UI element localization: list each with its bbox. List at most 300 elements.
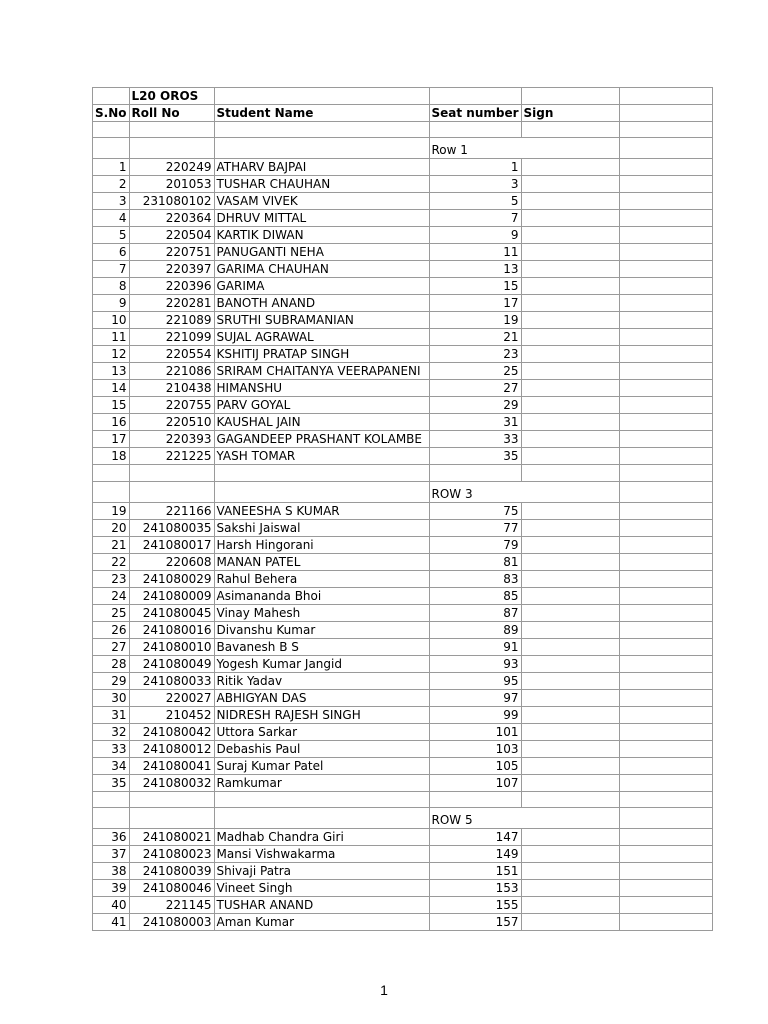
cell (619, 397, 712, 414)
serial-number: 37 (93, 845, 130, 862)
roll-number: 220393 (129, 431, 214, 448)
cell (619, 88, 712, 105)
roll-number: 220249 (129, 159, 214, 176)
seat-number: 9 (429, 227, 521, 244)
serial-number: 41 (93, 913, 130, 930)
cell (619, 295, 712, 312)
student-row (93, 261, 713, 278)
sign-cell (521, 862, 619, 879)
sheet-body (93, 88, 713, 931)
student-name: HIMANSHU (214, 380, 429, 397)
student-row (93, 604, 713, 621)
roll-number: 210452 (129, 706, 214, 723)
student-row (93, 176, 713, 193)
cell (619, 380, 712, 397)
roll-number: 241080029 (129, 570, 214, 587)
sign-cell (521, 689, 619, 706)
serial-number: 36 (93, 828, 130, 845)
roll-number: 210438 (129, 380, 214, 397)
seat-number: 107 (429, 774, 521, 791)
cell (129, 807, 214, 828)
serial-number: 14 (93, 380, 130, 397)
cell (619, 122, 712, 138)
seat-number: 31 (429, 414, 521, 431)
student-name: Mansi Vishwakarma (214, 845, 429, 862)
cell (521, 465, 619, 481)
student-row (93, 295, 713, 312)
sign-cell (521, 774, 619, 791)
student-row (93, 672, 713, 689)
header-sno: S.No (93, 105, 130, 122)
student-name: Asimananda Bhoi (214, 587, 429, 604)
cell (619, 896, 712, 913)
student-name: KSHITIJ PRATAP SINGH (214, 346, 429, 363)
cell (619, 774, 712, 791)
cell (93, 138, 130, 159)
sign-cell (521, 346, 619, 363)
student-row (93, 159, 713, 176)
serial-number: 29 (93, 672, 130, 689)
student-name: Debashis Paul (214, 740, 429, 757)
sign-cell (521, 380, 619, 397)
roll-number: 220751 (129, 244, 214, 261)
sign-cell (521, 740, 619, 757)
cell (429, 465, 521, 481)
roll-number: 241080041 (129, 757, 214, 774)
sign-cell (521, 706, 619, 723)
cell (129, 791, 214, 807)
sign-cell (521, 414, 619, 431)
cell (93, 791, 130, 807)
sign-cell (521, 638, 619, 655)
sign-cell (521, 913, 619, 930)
roll-number: 241080032 (129, 774, 214, 791)
cell (619, 862, 712, 879)
student-name: PANUGANTI NEHA (214, 244, 429, 261)
seat-number: 153 (429, 879, 521, 896)
cell (619, 536, 712, 553)
seat-number: 91 (429, 638, 521, 655)
student-name: Ritik Yadav (214, 672, 429, 689)
sign-cell (521, 159, 619, 176)
seat-number: 147 (429, 828, 521, 845)
cell (619, 621, 712, 638)
student-name: SRUTHI SUBRAMANIAN (214, 312, 429, 329)
roll-number: 221225 (129, 448, 214, 465)
seat-number: 89 (429, 621, 521, 638)
cell (619, 672, 712, 689)
cell (93, 465, 130, 481)
cell (619, 431, 712, 448)
seat-number: 93 (429, 655, 521, 672)
student-row (93, 397, 713, 414)
student-row (93, 862, 713, 879)
seat-number: 35 (429, 448, 521, 465)
header-row (93, 105, 713, 122)
serial-number: 10 (93, 312, 130, 329)
student-name: ABHIGYAN DAS (214, 689, 429, 706)
student-row (93, 193, 713, 210)
cell (619, 519, 712, 536)
student-row (93, 553, 713, 570)
student-name: VASAM VIVEK (214, 193, 429, 210)
student-row (93, 689, 713, 706)
serial-number: 15 (93, 397, 130, 414)
seat-number: 23 (429, 346, 521, 363)
roll-number: 241080009 (129, 587, 214, 604)
sign-cell (521, 227, 619, 244)
cell (619, 879, 712, 896)
student-row (93, 655, 713, 672)
cell (619, 740, 712, 757)
student-name: ATHARV BAJPAI (214, 159, 429, 176)
cell (619, 604, 712, 621)
sign-cell (521, 329, 619, 346)
cell (619, 587, 712, 604)
student-name: Madhab Chandra Giri (214, 828, 429, 845)
serial-number: 1 (93, 159, 130, 176)
student-row (93, 774, 713, 791)
cell (619, 363, 712, 380)
serial-number: 16 (93, 414, 130, 431)
student-row (93, 329, 713, 346)
roll-number: 221086 (129, 363, 214, 380)
cell (129, 481, 214, 502)
student-row (93, 845, 713, 862)
cell (619, 448, 712, 465)
serial-number: 24 (93, 587, 130, 604)
serial-number: 28 (93, 655, 130, 672)
roll-number: 221099 (129, 329, 214, 346)
cell (619, 176, 712, 193)
student-name: GAGANDEEP PRASHANT KOLAMBE (214, 431, 429, 448)
student-name: GARIMA (214, 278, 429, 295)
seat-number: 21 (429, 329, 521, 346)
cell (619, 105, 712, 122)
seat-number: 19 (429, 312, 521, 329)
seat-number: 97 (429, 689, 521, 706)
roll-number: 220027 (129, 689, 214, 706)
cell (214, 138, 429, 159)
serial-number: 7 (93, 261, 130, 278)
cell (619, 689, 712, 706)
seat-number: 83 (429, 570, 521, 587)
sign-cell (521, 397, 619, 414)
roll-number: 221145 (129, 896, 214, 913)
serial-number: 30 (93, 689, 130, 706)
student-row (93, 621, 713, 638)
roll-number: 231080102 (129, 193, 214, 210)
seat-number: 79 (429, 536, 521, 553)
student-name: KAUSHAL JAIN (214, 414, 429, 431)
roll-number: 241080035 (129, 519, 214, 536)
cell (619, 655, 712, 672)
cell (619, 278, 712, 295)
seat-number: 81 (429, 553, 521, 570)
roll-number: 241080010 (129, 638, 214, 655)
serial-number: 12 (93, 346, 130, 363)
seat-number: 7 (429, 210, 521, 227)
cell (619, 553, 712, 570)
student-row (93, 896, 713, 913)
seat-number: 11 (429, 244, 521, 261)
student-name: Bavanesh B S (214, 638, 429, 655)
student-name: GARIMA CHAUHAN (214, 261, 429, 278)
roll-number: 220504 (129, 227, 214, 244)
sign-cell (521, 278, 619, 295)
serial-number: 8 (93, 278, 130, 295)
student-name: Yogesh Kumar Jangid (214, 655, 429, 672)
sign-cell (521, 536, 619, 553)
cell (619, 414, 712, 431)
student-row (93, 879, 713, 896)
student-name: TUSHAR ANAND (214, 896, 429, 913)
roll-number: 220396 (129, 278, 214, 295)
cell (619, 481, 712, 502)
cell (521, 88, 619, 105)
sign-cell (521, 519, 619, 536)
page-number: 1 (380, 982, 388, 998)
cell (619, 723, 712, 740)
student-row (93, 244, 713, 261)
sign-cell (521, 363, 619, 380)
attendance-sheet (92, 87, 713, 931)
student-name: PARV GOYAL (214, 397, 429, 414)
blank-row (93, 465, 713, 481)
course-title: L20 OROS (129, 88, 214, 105)
roll-number: 241080039 (129, 862, 214, 879)
student-name: SUJAL AGRAWAL (214, 329, 429, 346)
cell (93, 88, 130, 105)
roll-number: 220755 (129, 397, 214, 414)
cell (619, 138, 712, 159)
serial-number: 23 (93, 570, 130, 587)
blank-row (93, 122, 713, 138)
seat-number: 3 (429, 176, 521, 193)
header-roll: Roll No (129, 105, 214, 122)
cell (429, 88, 521, 105)
section-row (93, 807, 713, 828)
cell (619, 845, 712, 862)
student-row (93, 502, 713, 519)
student-row (93, 363, 713, 380)
cell (619, 210, 712, 227)
header-name: Student Name (214, 105, 429, 122)
seat-number: 13 (429, 261, 521, 278)
course-row (93, 88, 713, 105)
roll-number: 241080003 (129, 913, 214, 930)
student-row (93, 828, 713, 845)
sign-cell (521, 621, 619, 638)
seat-number: 33 (429, 431, 521, 448)
cell (214, 88, 429, 105)
student-name: SRIRAM CHAITANYA VEERAPANENI (214, 363, 429, 380)
cell (619, 261, 712, 278)
seat-number: 103 (429, 740, 521, 757)
seat-number: 27 (429, 380, 521, 397)
cell (619, 638, 712, 655)
seat-number: 17 (429, 295, 521, 312)
section-row (93, 481, 713, 502)
serial-number: 6 (93, 244, 130, 261)
cell (619, 570, 712, 587)
sign-cell (521, 896, 619, 913)
sign-cell (521, 604, 619, 621)
roll-number: 220397 (129, 261, 214, 278)
cell (214, 481, 429, 502)
sign-cell (521, 295, 619, 312)
student-name: Rahul Behera (214, 570, 429, 587)
seat-number: 87 (429, 604, 521, 621)
sign-cell (521, 655, 619, 672)
roll-number: 241080049 (129, 655, 214, 672)
student-name: Aman Kumar (214, 913, 429, 930)
cell (619, 193, 712, 210)
student-row (93, 723, 713, 740)
serial-number: 32 (93, 723, 130, 740)
header-sign: Sign (521, 105, 619, 122)
serial-number: 11 (93, 329, 130, 346)
cell (129, 122, 214, 138)
serial-number: 38 (93, 862, 130, 879)
serial-number: 31 (93, 706, 130, 723)
student-row (93, 431, 713, 448)
seat-number: 99 (429, 706, 521, 723)
seat-number: 157 (429, 913, 521, 930)
serial-number: 19 (93, 502, 130, 519)
student-name: DHRUV MITTAL (214, 210, 429, 227)
student-row (93, 638, 713, 655)
seat-number: 77 (429, 519, 521, 536)
sign-cell (521, 570, 619, 587)
seat-number: 5 (429, 193, 521, 210)
student-name: Suraj Kumar Patel (214, 757, 429, 774)
cell (619, 807, 712, 828)
cell (214, 807, 429, 828)
serial-number: 21 (93, 536, 130, 553)
student-name: Ramkumar (214, 774, 429, 791)
sign-cell (521, 261, 619, 278)
sign-cell (521, 723, 619, 740)
student-name: Harsh Hingorani (214, 536, 429, 553)
student-row (93, 740, 713, 757)
student-name: YASH TOMAR (214, 448, 429, 465)
cell (619, 312, 712, 329)
roll-number: 220608 (129, 553, 214, 570)
student-name: Shivaji Patra (214, 862, 429, 879)
seat-number: 1 (429, 159, 521, 176)
roll-number: 241080045 (129, 604, 214, 621)
student-name: MANAN PATEL (214, 553, 429, 570)
section-label: Row 1 (429, 138, 619, 159)
student-row (93, 570, 713, 587)
sign-cell (521, 587, 619, 604)
serial-number: 20 (93, 519, 130, 536)
serial-number: 39 (93, 879, 130, 896)
roll-number: 241080042 (129, 723, 214, 740)
roll-number: 201053 (129, 176, 214, 193)
roll-number: 220510 (129, 414, 214, 431)
sign-cell (521, 312, 619, 329)
seat-number: 75 (429, 502, 521, 519)
student-row (93, 587, 713, 604)
cell (619, 757, 712, 774)
serial-number: 18 (93, 448, 130, 465)
cell (129, 465, 214, 481)
student-row (93, 278, 713, 295)
serial-number: 3 (93, 193, 130, 210)
serial-number: 33 (93, 740, 130, 757)
section-row (93, 138, 713, 159)
student-name: Vinay Mahesh (214, 604, 429, 621)
student-row (93, 312, 713, 329)
roll-number: 220554 (129, 346, 214, 363)
cell (214, 791, 429, 807)
sign-cell (521, 193, 619, 210)
cell (214, 465, 429, 481)
student-row (93, 757, 713, 774)
cell (619, 913, 712, 930)
roll-number: 221089 (129, 312, 214, 329)
seat-number: 29 (429, 397, 521, 414)
cell (521, 791, 619, 807)
student-row (93, 380, 713, 397)
cell (619, 346, 712, 363)
serial-number: 9 (93, 295, 130, 312)
blank-row (93, 791, 713, 807)
cell (93, 481, 130, 502)
cell (619, 465, 712, 481)
serial-number: 22 (93, 553, 130, 570)
serial-number: 34 (93, 757, 130, 774)
student-name: KARTIK DIWAN (214, 227, 429, 244)
serial-number: 2 (93, 176, 130, 193)
cell (214, 122, 429, 138)
cell (619, 502, 712, 519)
cell (619, 329, 712, 346)
roll-number: 241080046 (129, 879, 214, 896)
sign-cell (521, 757, 619, 774)
roll-number: 241080023 (129, 845, 214, 862)
serial-number: 40 (93, 896, 130, 913)
roll-number: 241080033 (129, 672, 214, 689)
student-name: TUSHAR CHAUHAN (214, 176, 429, 193)
sign-cell (521, 553, 619, 570)
cell (93, 807, 130, 828)
sign-cell (521, 845, 619, 862)
cell (619, 706, 712, 723)
cell (619, 244, 712, 261)
sign-cell (521, 502, 619, 519)
sign-cell (521, 448, 619, 465)
student-row (93, 227, 713, 244)
roll-number: 221166 (129, 502, 214, 519)
serial-number: 5 (93, 227, 130, 244)
roll-number: 241080012 (129, 740, 214, 757)
seat-number: 105 (429, 757, 521, 774)
student-name: Divanshu Kumar (214, 621, 429, 638)
student-row (93, 706, 713, 723)
student-name: VANEESHA S KUMAR (214, 502, 429, 519)
sign-cell (521, 828, 619, 845)
sign-cell (521, 879, 619, 896)
cell (93, 122, 130, 138)
seat-number: 25 (429, 363, 521, 380)
seat-number: 85 (429, 587, 521, 604)
sign-cell (521, 672, 619, 689)
student-row (93, 414, 713, 431)
roll-number: 220364 (129, 210, 214, 227)
